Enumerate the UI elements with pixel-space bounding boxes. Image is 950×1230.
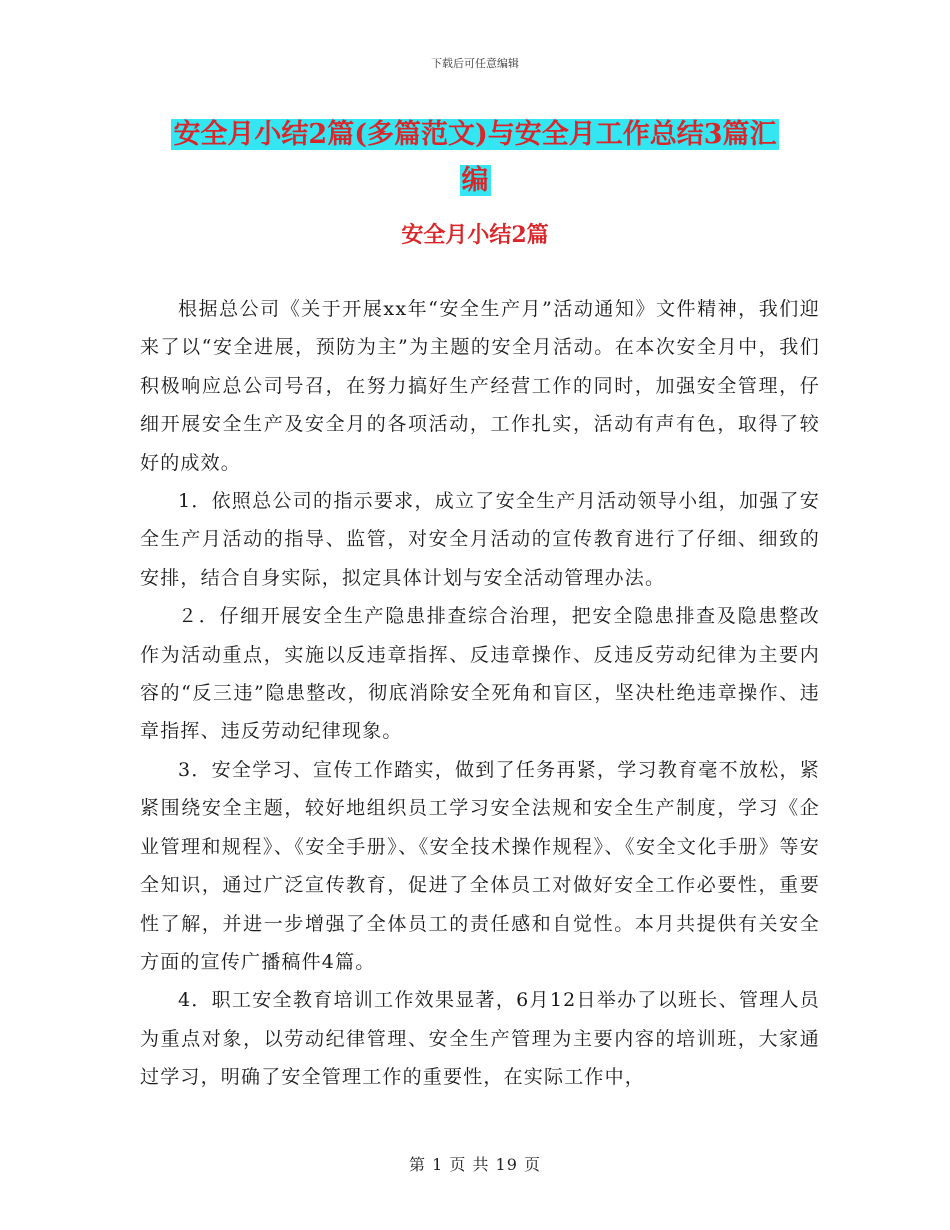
paragraph: 1．依照总公司的指示要求，成立了安全生产月活动领导小组，加强了安全生产月活动的指导、监管，对安全月活动的宣传教育进行了仔细、细致的安排，结合自身实际，拟定具体计划与安全活动管理办法。 xyxy=(140,490,820,589)
header-note: 下载后可任意编辑 xyxy=(431,57,519,70)
paragraph: ２．仔细开展安全生产隐患排查综合治理，把安全隐患排查及隐患整改作为活动重点，实施以反违章指挥、反违章操作、反违反劳动纪律为主要内容的“反三违”隐患整改，彻底消除安全死角和盲区，坚决杜绝违章操作、违章指挥、违反劳动纪律现象。 xyxy=(140,605,820,743)
section-title: 安全月小结2篇 xyxy=(401,222,549,248)
page-footer: 第 1 页 共 19 页 xyxy=(409,1155,541,1174)
paragraph: 根据总公司《关于开展xx年“安全生产月”活动通知》文件精神，我们迎来了以“安全进展，预防为主”为主题的安全月活动。在本次安全月中，我们积极响应总公司号召，在努力搞好生产经营工作的同时，加强安全管理，仔细开展安全生产及安全月的各项活动，工作扎实，活动有声有色，取得了较好的成效。 xyxy=(140,298,820,474)
document-title xyxy=(0,112,950,204)
paragraph: 3．安全学习、宣传工作踏实，做到了任务再紧，学习教育毫不放松，紧紧围绕安全主题，较好地组织员工学习安全法规和安全生产制度，学习《企业管理和规程》、《安全手册》、《安全技术操作规程》、《安全文化手册》等安全知识，通过广泛宣传教育，促进了全体员工对做好安全工作必要性，重要性了解，并进一步增强了全体员工的责任感和自觉性。本月共提供有关安全方面的宣传广播稿件4篇。 xyxy=(140,758,820,973)
paragraph: 4．职工安全教育培训工作效果显著，6月12日举办了以班长、管理人员为重点对象，以劳动纪律管理、安全生产管理为主要内容的培训班，大家通过学习，明确了安全管理工作的重要性，在实际工作中， xyxy=(140,989,820,1089)
document-title-line-2: 编 xyxy=(461,165,489,196)
body-text xyxy=(140,290,820,1097)
document-title-line-1: 安全月小结2篇(多篇范文)与安全月工作总结3篇汇 xyxy=(173,119,777,150)
